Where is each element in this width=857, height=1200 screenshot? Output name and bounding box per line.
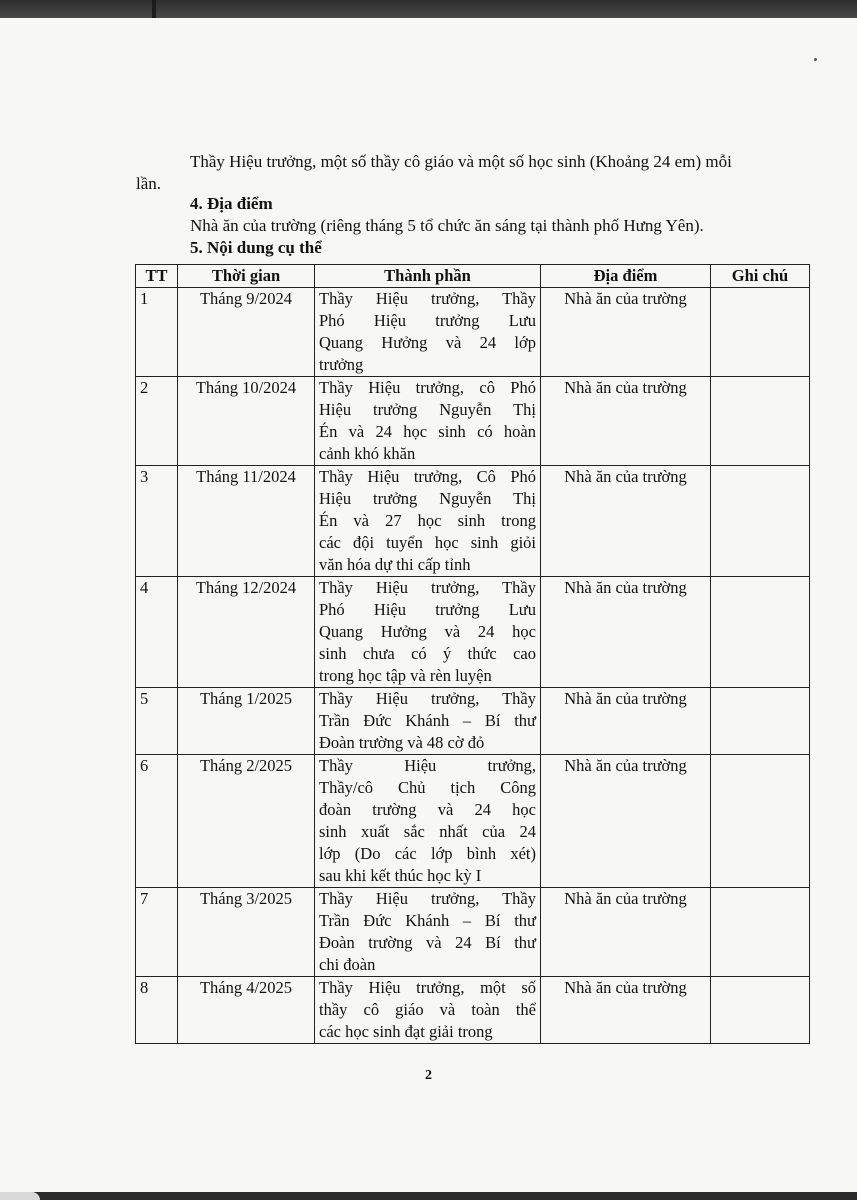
members-line: Thầy Hiệu trưởng, cô Phó (319, 378, 536, 397)
cell-tt: 5 (136, 688, 178, 755)
cell-place: Nhà ăn của trường (541, 466, 711, 577)
cell-note (711, 377, 810, 466)
cell-note (711, 577, 810, 688)
members-line: sinh chưa có ý thức cao (319, 644, 536, 663)
cell-tt: 3 (136, 466, 178, 577)
members-line: thầy cô giáo và toàn thể (319, 1000, 536, 1019)
schedule-table (135, 264, 810, 1044)
scan-speck (814, 58, 817, 61)
scan-corner (0, 1192, 40, 1200)
table-row (136, 977, 810, 1044)
header-members: Thành phần (315, 265, 541, 288)
cell-note (711, 755, 810, 888)
table-row (136, 288, 810, 377)
cell-time: Tháng 4/2025 (178, 977, 315, 1044)
members-line: Phó Hiệu trưởng Lưu (319, 600, 536, 619)
cell-members (315, 466, 541, 577)
members-line: chi đoàn (319, 955, 376, 974)
cell-time: Tháng 12/2024 (178, 577, 315, 688)
members-line: lớp (Do các lớp bình xét) (319, 844, 536, 863)
cell-place: Nhà ăn của trường (541, 888, 711, 977)
cell-members (315, 688, 541, 755)
members-line: Quang Hưởng và 24 lớp (319, 333, 536, 352)
cell-note (711, 688, 810, 755)
cell-place: Nhà ăn của trường (541, 688, 711, 755)
intro-line-1: Thầy Hiệu trưởng, một số thầy cô giáo và một số học sinh (Khoảng 24 em) mỗi (190, 152, 732, 171)
cell-time: Tháng 10/2024 (178, 377, 315, 466)
members-line: Thầy Hiệu trưởng, (319, 756, 536, 775)
members-line: các đội tuyển học sinh giỏi (319, 533, 536, 552)
cell-members (315, 755, 541, 888)
members-line: Én và 27 học sinh trong (319, 511, 536, 530)
members-line: cảnh khó khăn (319, 444, 416, 463)
cell-time: Tháng 3/2025 (178, 888, 315, 977)
members-line: sau khi kết thúc học kỳ I (319, 866, 482, 885)
cell-tt: 4 (136, 577, 178, 688)
members-line: Thầy/cô Chủ tịch Công (319, 778, 536, 797)
cell-note (711, 977, 810, 1044)
top-scan-edge (0, 0, 857, 20)
scan-notch (152, 0, 156, 20)
members-line: Trần Đức Khánh – Bí thư (319, 711, 536, 730)
members-line: Thầy Hiệu trưởng, Thầy (319, 578, 536, 597)
location-text: Nhà ăn của trường (riêng tháng 5 tổ chức ăn sáng tại thành phố Hưng Yên). (190, 216, 704, 235)
cell-tt: 6 (136, 755, 178, 888)
cell-note (711, 888, 810, 977)
cell-tt: 2 (136, 377, 178, 466)
table-row (136, 466, 810, 577)
heading-content: 5. Nội dung cụ thể (190, 238, 322, 257)
cell-tt: 7 (136, 888, 178, 977)
cell-time: Tháng 9/2024 (178, 288, 315, 377)
header-place: Địa điểm (541, 265, 711, 288)
members-line: Hiệu trưởng Nguyễn Thị (319, 489, 536, 508)
table-header-row (136, 265, 810, 288)
members-line: trong học tập và rèn luyện (319, 666, 492, 685)
cell-time: Tháng 2/2025 (178, 755, 315, 888)
members-line: các học sinh đạt giải trong (319, 1022, 493, 1041)
cell-members (315, 977, 541, 1044)
members-line: Đoàn trường và 24 Bí thư (319, 933, 536, 952)
heading-location: 4. Địa điểm (190, 194, 273, 213)
cell-place: Nhà ăn của trường (541, 288, 711, 377)
cell-members (315, 377, 541, 466)
members-line: Quang Hưởng và 24 học (319, 622, 536, 641)
table-row (136, 688, 810, 755)
cell-note (711, 466, 810, 577)
members-line: Thầy Hiệu trưởng, Thầy (319, 889, 536, 908)
cell-place: Nhà ăn của trường (541, 377, 711, 466)
members-line: Phó Hiệu trưởng Lưu (319, 311, 536, 330)
table-row (136, 755, 810, 888)
members-line: đoàn trường và 24 học (319, 800, 536, 819)
table-row (136, 577, 810, 688)
cell-place: Nhà ăn của trường (541, 977, 711, 1044)
members-line: Thầy Hiệu trưởng, Cô Phó (319, 467, 536, 486)
bottom-scan-edge (0, 1192, 857, 1200)
cell-members (315, 888, 541, 977)
cell-members (315, 288, 541, 377)
members-line: sinh xuất sắc nhất của 24 (319, 822, 536, 841)
members-line: trưởng (319, 355, 364, 374)
members-line: Đoàn trường và 48 cờ đỏ (319, 733, 485, 752)
members-line: Thầy Hiệu trưởng, Thầy (319, 689, 536, 708)
cell-note (711, 288, 810, 377)
cell-tt: 1 (136, 288, 178, 377)
members-line: Én và 24 học sinh có hoàn (319, 422, 536, 441)
cell-time: Tháng 11/2024 (178, 466, 315, 577)
table-row (136, 888, 810, 977)
members-line: Hiệu trưởng Nguyễn Thị (319, 400, 536, 419)
intro-line-2: lần. (136, 174, 162, 193)
members-line: Thầy Hiệu trưởng, một số (319, 978, 536, 997)
cell-place: Nhà ăn của trường (541, 577, 711, 688)
table-body (136, 288, 810, 1044)
cell-tt: 8 (136, 977, 178, 1044)
header-time: Thời gian (178, 265, 315, 288)
cell-place: Nhà ăn của trường (541, 755, 711, 888)
page-number: 2 (425, 1068, 432, 1083)
members-line: Thầy Hiệu trưởng, Thầy (319, 289, 536, 308)
cell-members (315, 577, 541, 688)
members-line: Trần Đức Khánh – Bí thư (319, 911, 536, 930)
members-line: văn hóa dự thi cấp tỉnh (319, 555, 471, 574)
header-tt: TT (136, 265, 178, 288)
table-row (136, 377, 810, 466)
cell-time: Tháng 1/2025 (178, 688, 315, 755)
header-note: Ghi chú (711, 265, 810, 288)
